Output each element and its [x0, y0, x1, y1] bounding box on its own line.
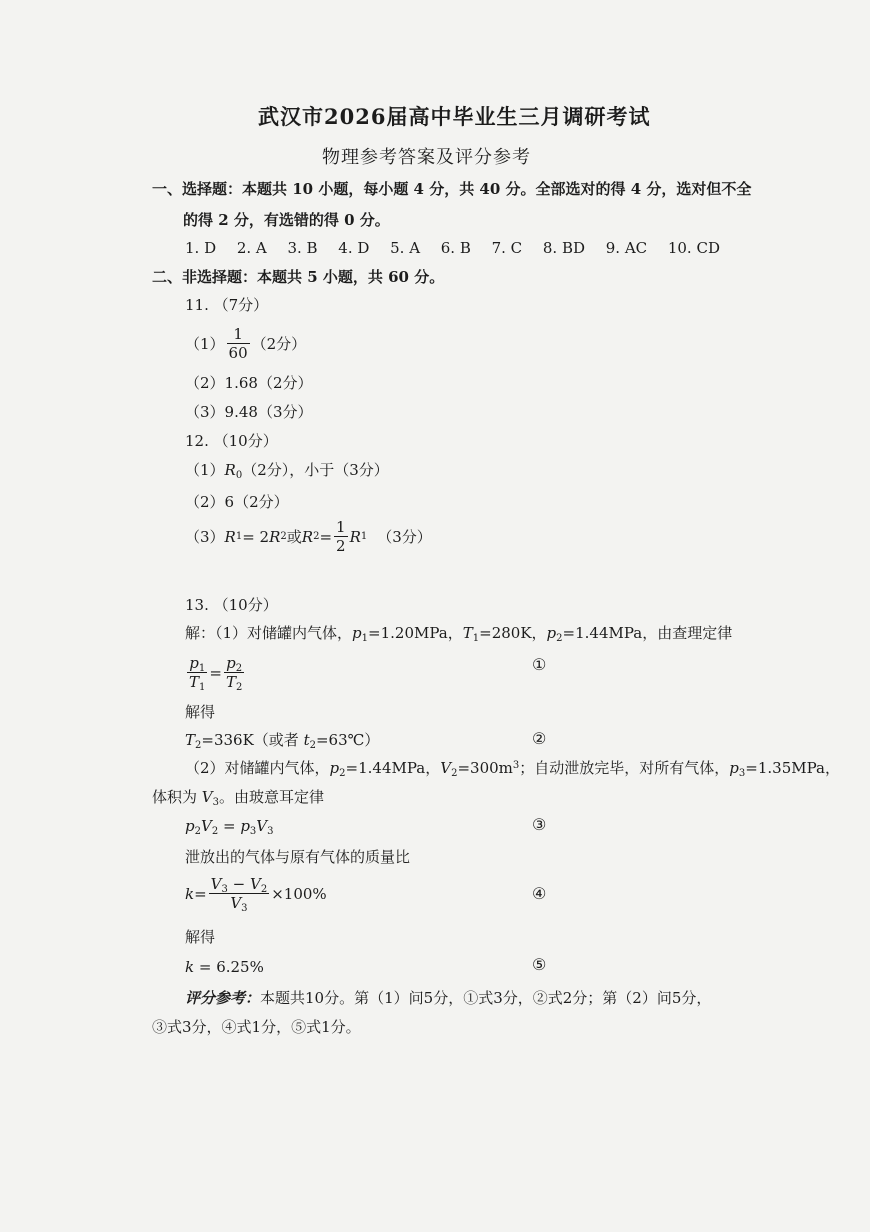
answer-9: 9. AC — [605, 239, 648, 257]
q13-solve2: 解得 — [185, 928, 216, 946]
answer-2: 2. A — [236, 239, 267, 257]
q11-fraction: $\frac{1}{60}$ — [228, 325, 248, 362]
q13-line1: 解：（1）对储罐内气体，$p_1=1.20MPa$，$T_1=280K$，$p_2=1.44MPa$，由查理定律 — [185, 624, 733, 644]
answer-5: 5. A — [390, 239, 421, 257]
q13-result1: $T_2=336K$（或者 $t_2=63℃$） — [185, 731, 380, 751]
answer-1: 1. D — [185, 239, 217, 257]
section1-instructions-line2: 的得 2 分，有选错的得 0 分。 — [183, 211, 390, 229]
equation-mark-1: ① — [532, 655, 547, 674]
q12-part2: （2）6（2分） — [185, 493, 289, 511]
q11-label: 11. （7分） — [185, 296, 269, 314]
q13-solve1: 解得 — [185, 703, 216, 721]
choice-answers-row — [185, 239, 720, 257]
q12-label: 12. （10分） — [185, 432, 278, 450]
answer-4: 4. D — [338, 239, 370, 257]
q11-part2: （2）1.68（2分） — [185, 374, 313, 392]
scoring-line1: 评分参考：本题共10分。第（1）问5分，①式3分，②式2分；第（2）问5分， — [185, 989, 712, 1007]
q11-part3: （3）9.48（3分） — [185, 403, 313, 421]
q13-result2: k = 6.25% — [185, 958, 264, 976]
answer-8: 8. BD — [542, 239, 586, 257]
answer-3: 3. B — [287, 239, 318, 257]
answer-6: 6. B — [440, 239, 471, 257]
page-subtitle: 物理参考答案及评分参考 — [322, 147, 531, 168]
answer-7: 7. C — [491, 239, 523, 257]
section2-heading: 二、非选择题：本题共 5 小题，共 60 分。 — [152, 268, 445, 286]
q13-label: 13. （10分） — [185, 596, 278, 614]
q13-line3: 体积为 $V_3$。由玻意耳定律 — [152, 788, 325, 808]
page-title: 武汉市2026届高中毕业生三月调研考试 — [258, 104, 651, 129]
q11-part1: （1） $\frac{1}{60}$ （2分） — [185, 325, 307, 362]
q12-part3: （3） R 1 = 2 R 2 或 R 2 = $\frac{1}{2}$ R 1 （3分） — [185, 518, 432, 555]
q13-equation3: $p_2V_2 = p_3V_3$ — [185, 817, 274, 837]
q12-fraction: $\frac{1}{2}$ — [336, 518, 346, 555]
scoring-line2: ③式3分，④式1分，⑤式1分。 — [152, 1018, 361, 1036]
section1-instructions-line1: 一、选择题：本题共 10 小题，每小题 4 分，共 40 分。全部选对的得 4 分，选对但不全 — [152, 180, 752, 198]
q12-part1: $(1)R_0(2$分），小于（3分） — [185, 461, 389, 481]
equation-mark-5: ⑤ — [532, 955, 547, 974]
q13-line2: （2）对储罐内气体，$p_2=1.44MPa$，$V_2=300m^3$；自动泄放完毕，对所有气体，$p_3=1.35MPa$， — [185, 759, 840, 779]
equation-mark-2: ② — [532, 729, 547, 748]
equation-mark-4: ④ — [532, 884, 547, 903]
equation-mark-3: ③ — [532, 815, 547, 834]
answer-10: 10. CD — [667, 239, 720, 257]
q13-equation1: $\frac{p_1}{T_1}$ = $\frac{p_2}{T_2}$ — [189, 654, 243, 693]
q13-line4: 泄放出的气体与原有气体的质量比 — [185, 848, 411, 866]
q13-equation4: k = $\frac{V_3 - V_2}{V_3}$ ×100% — [185, 875, 327, 914]
